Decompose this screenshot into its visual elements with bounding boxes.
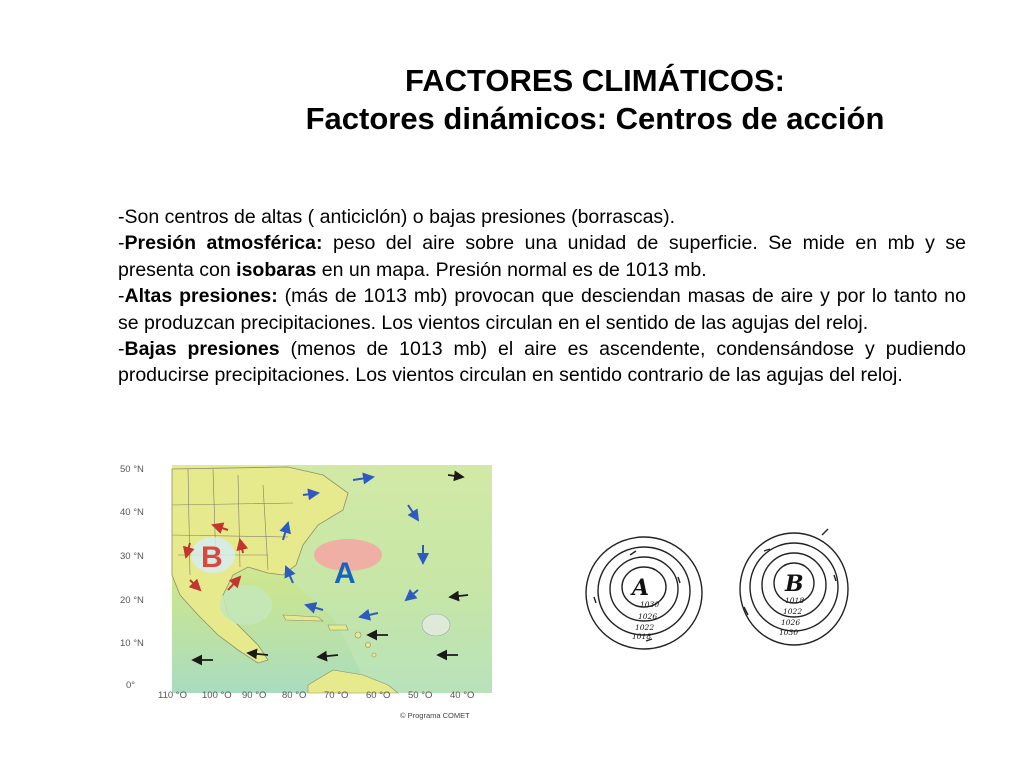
lon-label: 60 °O — [366, 690, 391, 701]
bold-term: Altas presiones: — [124, 285, 278, 308]
high-pressure-label: A — [334, 557, 356, 590]
low-isobar-letter: B — [785, 571, 804, 597]
high-isobar-letter: A — [632, 575, 650, 601]
map-credit: © Programa COMET — [400, 711, 470, 720]
text-segment: en un mapa. Presión normal es de 1013 mb. — [316, 258, 707, 281]
isobar-value: 1030 — [779, 628, 799, 637]
lat-label: 10 °N — [120, 638, 144, 649]
isobar-value: 1018 — [632, 632, 652, 641]
lon-label: 110 °O — [158, 690, 187, 701]
body-text — [118, 204, 966, 389]
slide-subtitle: Factores dinámicos: Centros de acción — [305, 101, 885, 136]
low-pressure-label: B — [201, 541, 223, 574]
isobar-value: 1030 — [640, 600, 660, 609]
gulf-of-mexico — [220, 585, 272, 625]
lat-label: 0° — [126, 680, 136, 691]
text-segment: (menos de 1013 mb) el aire es ascendente, condensándose y pudiendo producirse precipitaciones. Los vientos circulan en sentido contrario de las agujas del reloj. — [118, 338, 966, 387]
isobar-value: 1022 — [635, 623, 655, 632]
paragraph-definition — [118, 204, 966, 230]
pressure-map — [118, 455, 510, 725]
paragraph-atmospheric-pressure — [118, 230, 966, 283]
bold-term: Presión atmosférica: — [124, 232, 323, 255]
lon-label: 80 °O — [282, 690, 307, 701]
lat-label: 40 °N — [120, 507, 144, 518]
text-segment: peso del aire sobre una unidad de superficie. Se mide en mb y se presenta con — [118, 232, 966, 281]
isobar-value: 1026 — [638, 612, 658, 621]
title-block — [0, 62, 1024, 138]
isobar-value: 1018 — [785, 596, 805, 605]
text-segment: (más de 1013 mb) provocan que desciendan masas de aire y por lo tanto no se produzcan precipitaciones. Los vientos circulan en el sentido de las agujas del reloj. — [118, 285, 967, 334]
lon-label: 40 °O — [450, 690, 475, 701]
lon-label: 70 °O — [324, 690, 349, 701]
text-segment: - — [118, 285, 125, 308]
bold-term: isobaras — [236, 258, 317, 281]
lat-label: 20 °N — [120, 595, 144, 606]
slide-title: FACTORES CLIMÁTICOS: — [404, 63, 786, 98]
isobar-diagrams — [582, 515, 852, 655]
bold-term: Bajas presiones — [124, 338, 280, 361]
lon-label: 100 °O — [202, 690, 232, 701]
text-segment: - — [118, 338, 125, 361]
lon-label: 90 °O — [242, 690, 267, 701]
text-segment: - — [118, 232, 125, 255]
lon-label: 50 °O — [408, 690, 433, 701]
lat-label: 30 °N — [120, 551, 144, 562]
text-segment: -Son centros de altas ( anticiclón) o bajas presiones (borrascas). — [118, 206, 676, 228]
isobar-value: 1022 — [783, 607, 803, 616]
paragraph-low-pressure — [118, 336, 966, 389]
lat-label: 50 °N — [120, 464, 144, 475]
cloud-cluster — [422, 614, 450, 636]
isobar-value: 1026 — [781, 618, 801, 627]
latitude-labels — [120, 464, 144, 691]
paragraph-high-pressure — [118, 283, 966, 336]
